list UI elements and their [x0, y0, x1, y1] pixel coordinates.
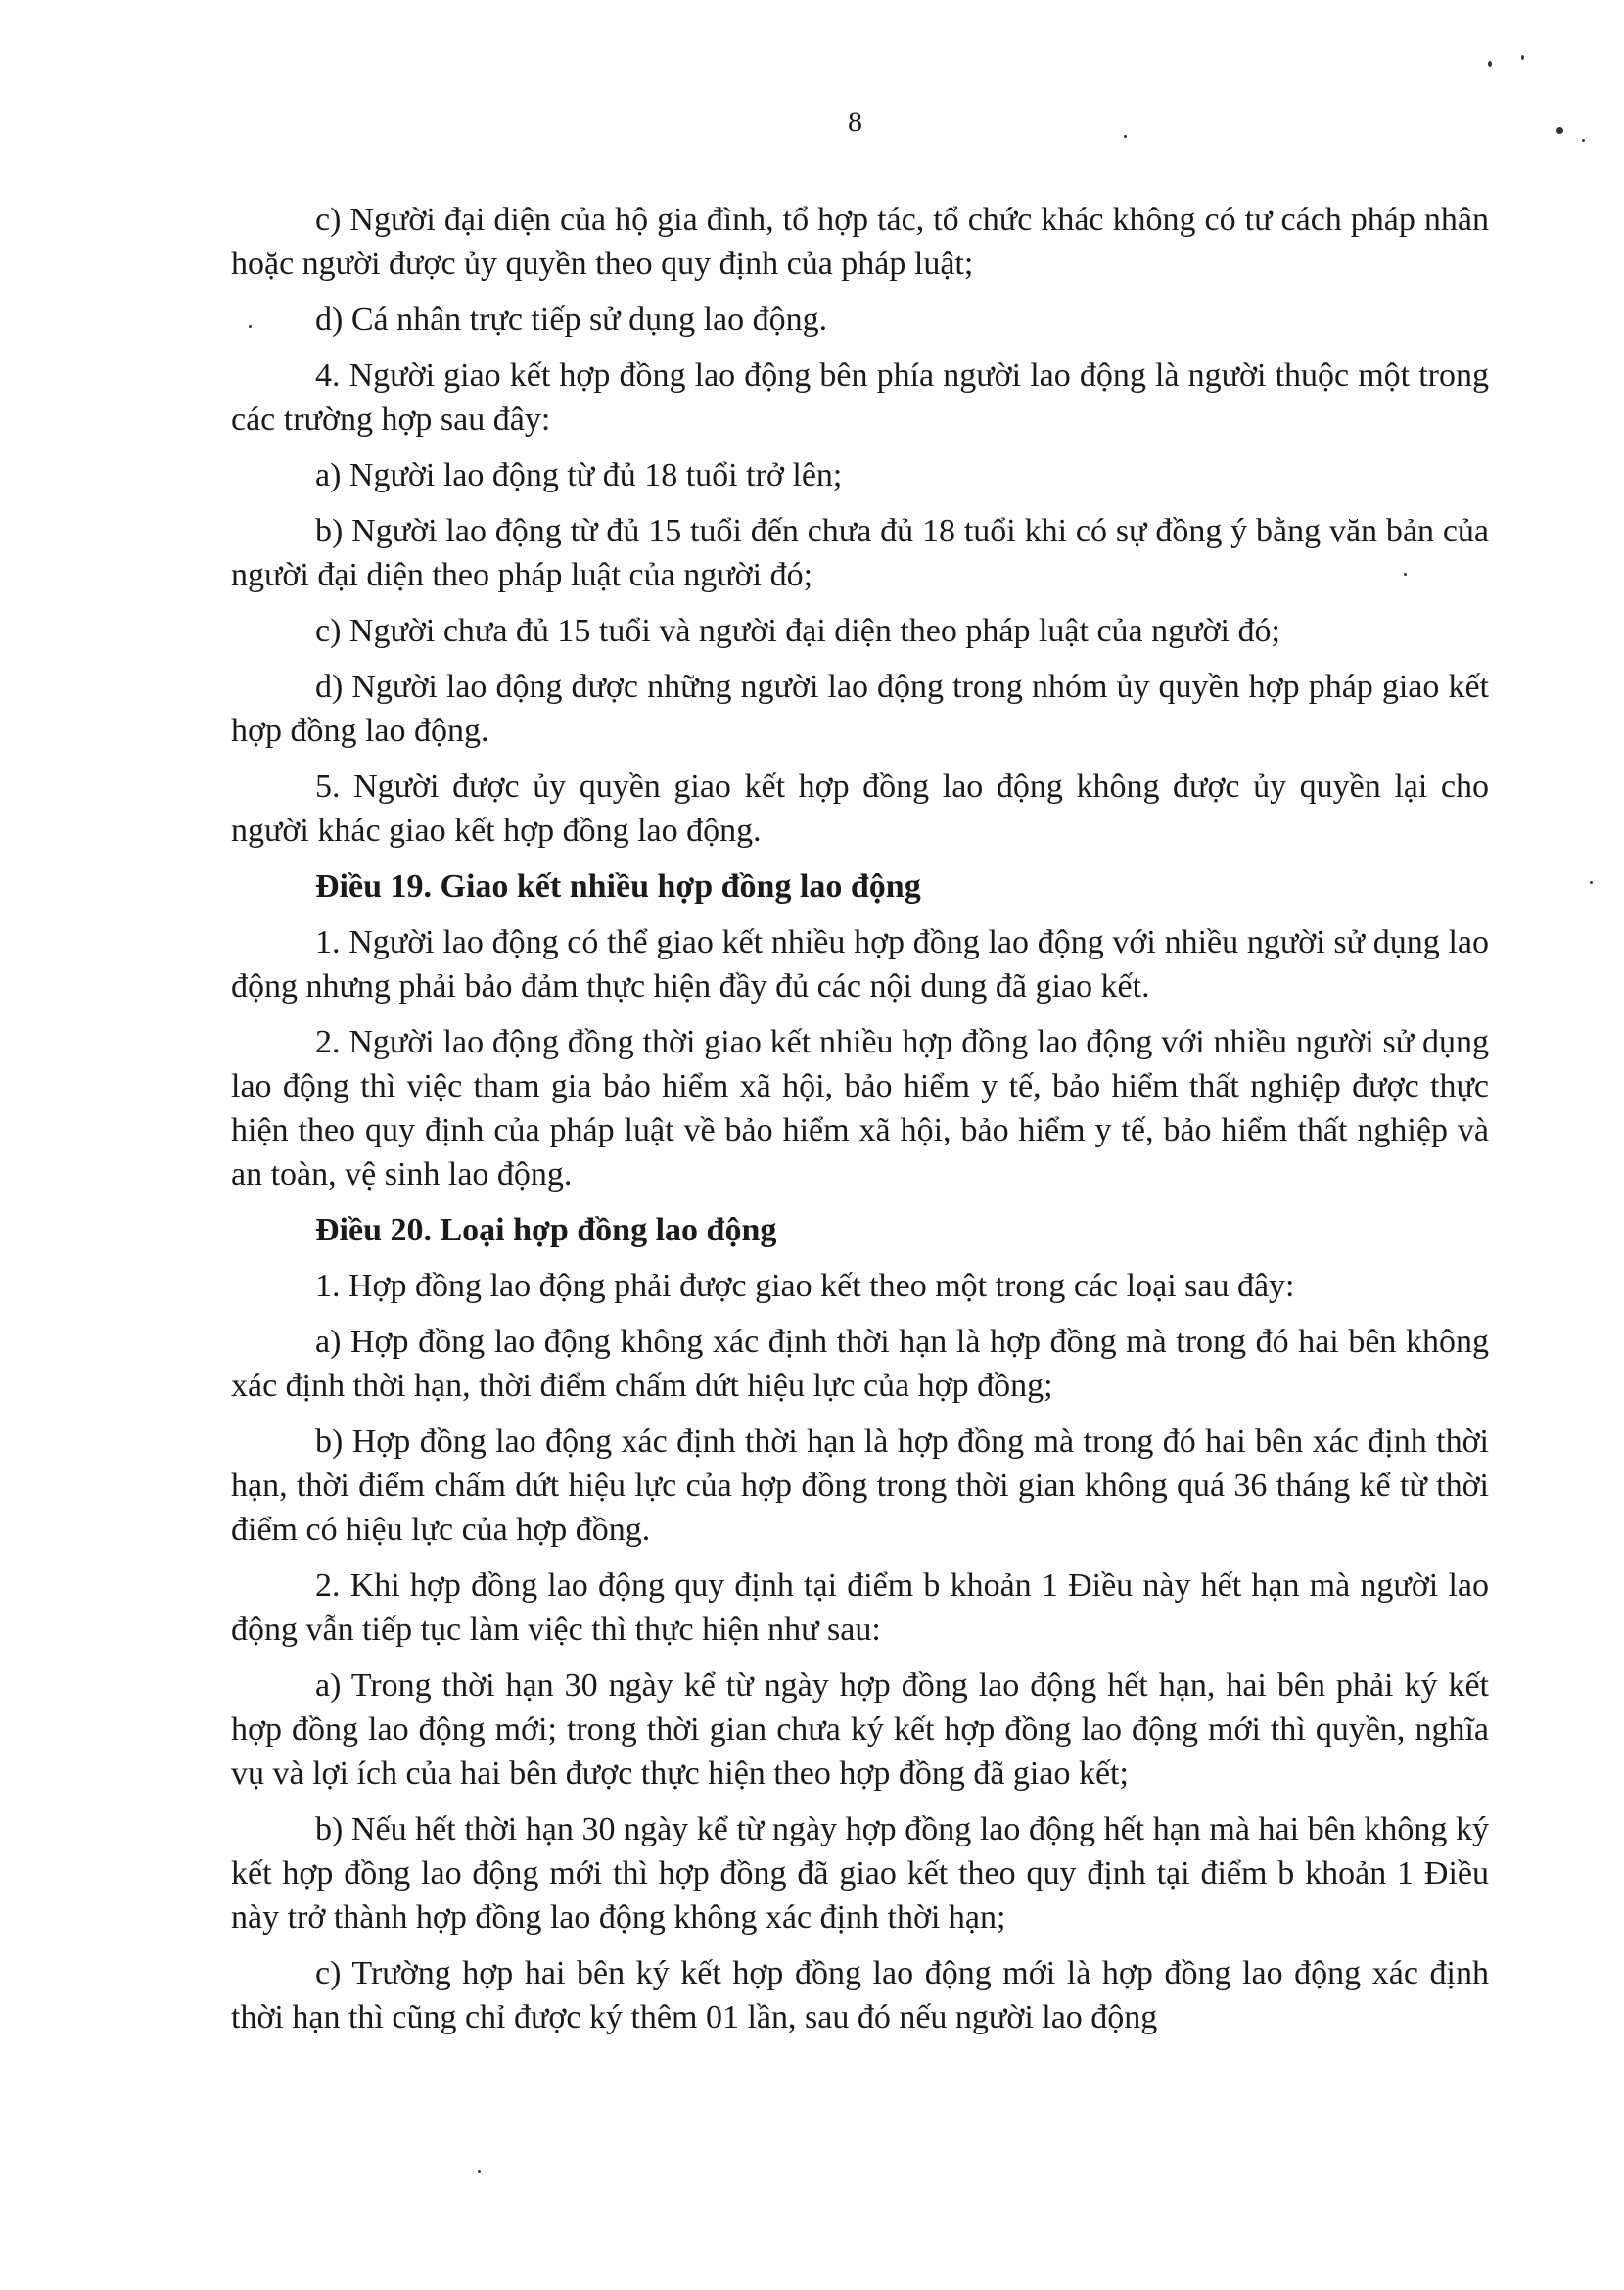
scan-speck: [1590, 881, 1593, 884]
para-clause-4b: b) Người lao động từ đủ 15 tuổi đến chưa đủ 18 tuổi khi có sự đồng ý bằng văn bản của người đại diện theo pháp luật của người đó;: [231, 513, 1489, 593]
para-art20-2c: c) Trường hợp hai bên ký kết hợp đồng lao động mới là hợp đồng lao động xác định thời hạn thì cũng chỉ được ký thêm 01 lần, sau đó nếu người lao động: [231, 1955, 1489, 2035]
scan-speck: [1521, 55, 1524, 60]
scan-speck: [1124, 135, 1127, 138]
page-number: 8: [848, 106, 862, 138]
para-clause-3c: c) Người đại diện của hộ gia đình, tổ hợp tác, tổ chức khác không có tư cách pháp nhân hoặc người được ủy quyền theo quy định của pháp luật;: [231, 202, 1489, 282]
para-art20-1a: a) Hợp đồng lao động không xác định thời hạn là hợp đồng mà trong đó hai bên không xác định thời hạn, thời điểm chấm dứt hiệu lực của hợp đồng;: [231, 1324, 1489, 1404]
scan-speck: [1582, 139, 1585, 142]
heading-article-20: Điều 20. Loại hợp đồng lao động: [315, 1212, 777, 1248]
heading-article-19: Điều 19. Giao kết nhiều hợp đồng lao động: [315, 868, 921, 905]
para-clause-4d: d) Người lao động được những người lao động trong nhóm ủy quyền hợp pháp giao kết hợp đồng lao động.: [231, 669, 1489, 749]
para-art19-2: 2. Người lao động đồng thời giao kết nhiều hợp đồng lao động với nhiều người sử dụng lao động thì việc tham gia bảo hiểm xã hội, bảo hiểm y tế, bảo hiểm thất nghiệp được thực hiện theo quy định của pháp luật về bảo hiểm xã hội, bảo hiểm y tế, bảo hiểm thất nghiệp và an toàn, vệ sinh lao động.: [231, 1024, 1489, 1192]
para-clause-3d: d) Cá nhân trực tiếp sử dụng lao động.: [315, 302, 828, 338]
para-clause-4a: a) Người lao động từ đủ 18 tuổi trở lên;: [315, 457, 843, 493]
para-art20-2a: a) Trong thời hạn 30 ngày kể từ ngày hợp đồng lao động hết hạn, hai bên phải ký kết hợp đồng lao động mới; trong thời gian chưa ký kết hợp đồng lao động mới thì quyền, nghĩa vụ và lợi ích của hai bên được thực hiện theo hợp đồng đã giao kết;: [231, 1667, 1489, 1792]
para-art20-2: 2. Khi hợp đồng lao động quy định tại điểm b khoản 1 Điều này hết hạn mà người lao động vẫn tiếp tục làm việc thì thực hiện như sau:: [231, 1567, 1489, 1648]
scan-speck: [1488, 61, 1492, 67]
document-body: [231, 198, 1489, 2051]
para-art20-1b: b) Hợp đồng lao động xác định thời hạn là hợp đồng mà trong đó hai bên xác định thời hạn, thời điểm chấm dứt hiệu lực của hợp đồng trong thời gian không quá 36 tháng kể từ thời điểm có hiệu lực của hợp đồng.: [231, 1424, 1489, 1548]
scan-speck: [478, 2170, 481, 2173]
para-art20-1: 1. Hợp đồng lao động phải được giao kết theo một trong các loại sau đây:: [315, 1268, 1295, 1304]
scan-speck: [249, 325, 252, 328]
scan-speck: [1556, 127, 1563, 134]
para-art20-2b: b) Nếu hết thời hạn 30 ngày kể từ ngày hợp đồng lao động hết hạn mà hai bên không ký kết hợp đồng lao động mới thì hợp đồng đã giao kết theo quy định tại điểm b khoản 1 Điều này trở thành hợp đồng lao động không xác định thời hạn;: [231, 1811, 1489, 1936]
para-clause-4c: c) Người chưa đủ 15 tuổi và người đại diện theo pháp luật của người đó;: [315, 613, 1280, 649]
para-clause-5: 5. Người được ủy quyền giao kết hợp đồng lao động không được ủy quyền lại cho người khác giao kết hợp đồng lao động.: [231, 769, 1489, 849]
para-art19-1: 1. Người lao động có thể giao kết nhiều hợp đồng lao động với nhiều người sử dụng lao động nhưng phải bảo đảm thực hiện đầy đủ các nội dung đã giao kết.: [231, 924, 1489, 1005]
para-clause-4: 4. Người giao kết hợp đồng lao động bên phía người lao động là người thuộc một trong các trường hợp sau đây:: [231, 357, 1489, 438]
scan-speck: [1404, 573, 1407, 576]
